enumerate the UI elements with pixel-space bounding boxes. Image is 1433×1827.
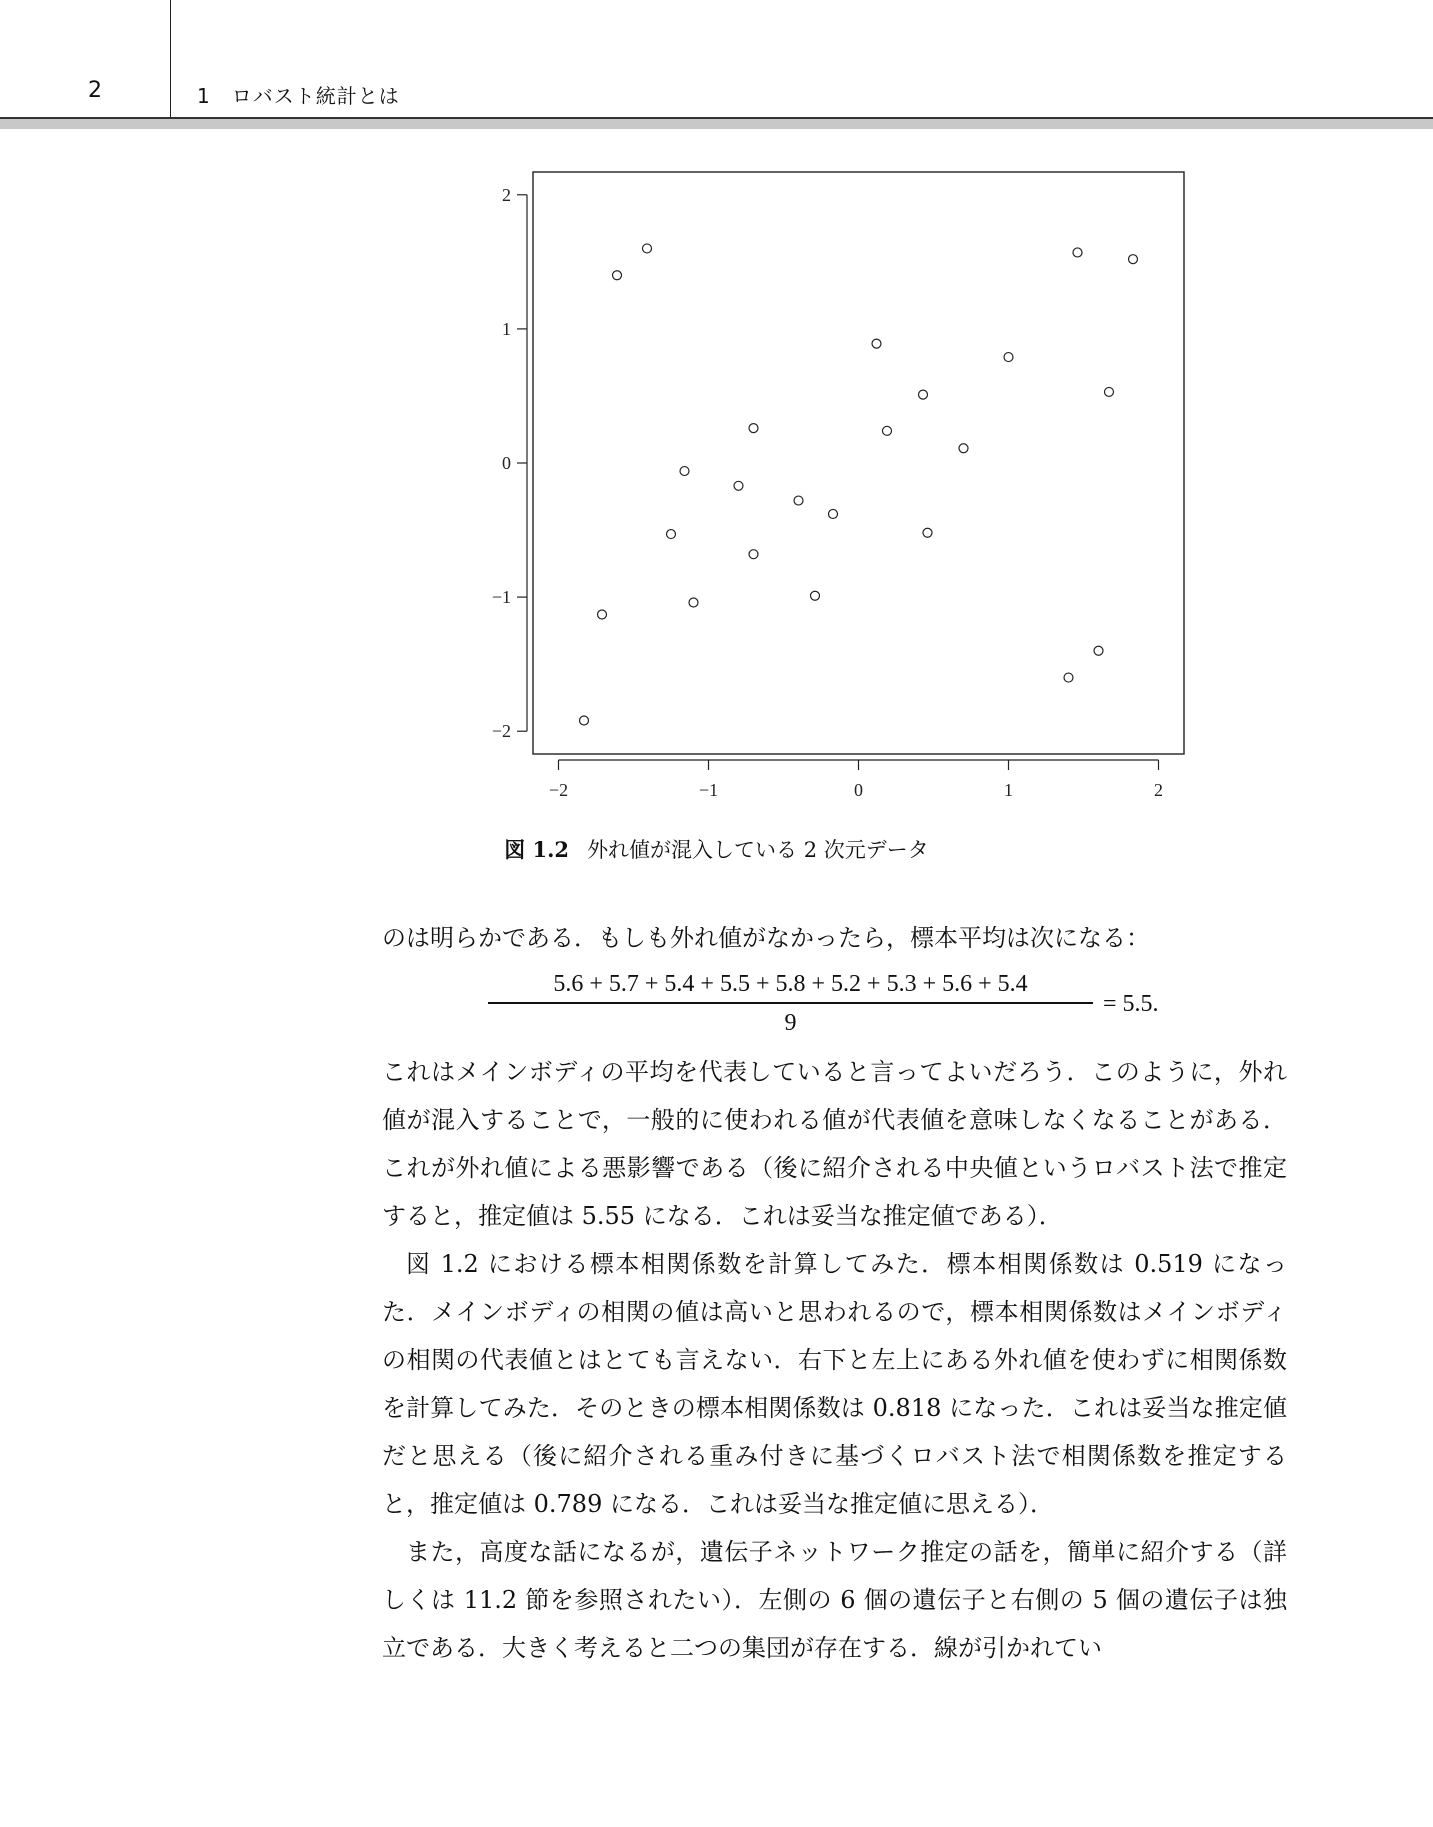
data-point	[613, 271, 622, 280]
data-point	[811, 591, 820, 600]
x-tick-label: −2	[548, 780, 569, 800]
data-point	[667, 530, 676, 539]
data-point	[734, 481, 743, 490]
intro-text: のは明らかである．もしも外れ値がなかったら，標本平均は次になる：	[382, 924, 1150, 952]
y-tick-label: −1	[491, 587, 511, 608]
data-point	[1105, 387, 1114, 396]
data-point	[1004, 353, 1013, 362]
header-divider	[170, 0, 171, 118]
data-point	[643, 244, 652, 253]
data-point	[1073, 248, 1082, 257]
data-point	[794, 496, 803, 505]
main-text	[382, 1048, 1287, 1672]
x-tick-label: 2	[1154, 780, 1163, 800]
figure-label: 図 1.2	[504, 837, 570, 862]
equation-result: = 5.5.	[1103, 991, 1159, 1017]
header-band	[0, 119, 1433, 129]
paragraph-2: 図 1.2 における標本相関係数を計算してみた．標本相関係数は 0.519 になった．メインボディの相関の値は高いと思われるので，標本相関係数はメインボディの相関の代表値とはとても言えない．右下と左上にある外れ値を使わずに相関係数を計算してみた．そのときの標本相関係数は 0.818 になった．これは妥当な推定値だと思える（後に紹介される重み付きに基づくロバスト法で相関係数を推定すると，推定値は 0.789 になる．これは妥当な推定値に思える）．	[382, 1250, 1287, 1518]
data-point	[1129, 255, 1138, 264]
equation-numerator: 5.6 + 5.7 + 5.4 + 5.5 + 5.8 + 5.2 + 5.3 + 5.6 + 5.4	[553, 971, 1028, 997]
data-point	[1094, 646, 1103, 655]
paragraph-1: これはメインボディの平均を代表していると言ってよいだろう．このように，外れ値が混入することで，一般的に使われる値が代表値を意味しなくなることがある．これが外れ値による悪影響である（後に紹介される中央値というロバスト法で推定すると，推定値は 5.55 になる．これは妥当な推定値である）．	[382, 1058, 1287, 1230]
scatter-figure	[460, 160, 1200, 810]
figure-caption	[0, 834, 1433, 864]
y-tick-label: 2	[502, 184, 511, 205]
running-header	[0, 0, 1433, 120]
y-tick-label: −2	[491, 721, 511, 742]
paragraph-3: また，高度な話になるが，遺伝子ネットワーク推定の話を，簡単に紹介する（詳しくは 11.2 節を参照されたい）．左側の 6 個の遺伝子と右側の 5 個の遺伝子は独立である．大きく考えると二つの集団が存在する．線が引かれてい	[382, 1538, 1287, 1662]
data-point	[919, 390, 928, 399]
data-point	[580, 716, 589, 725]
scatter-plot	[460, 160, 1200, 810]
data-point	[959, 444, 968, 453]
equation-fraction	[488, 966, 1093, 1042]
data-point	[923, 528, 932, 537]
page-number: 2	[88, 78, 102, 103]
data-point	[1064, 673, 1073, 682]
data-point	[689, 598, 698, 607]
intro-paragraph	[382, 914, 1287, 962]
equation-denominator: 9	[784, 1010, 797, 1036]
y-tick-label: 0	[502, 453, 511, 473]
plot-frame	[533, 172, 1184, 754]
x-tick-label: −1	[698, 780, 719, 800]
data-point	[749, 424, 758, 433]
data-point	[829, 509, 838, 518]
figure-caption-text: 外れ値が混入している 2 次元データ	[587, 838, 929, 862]
data-point	[598, 610, 607, 619]
x-tick-label: 1	[1004, 780, 1013, 800]
data-point	[749, 550, 758, 559]
x-tick-label: 0	[854, 780, 863, 800]
data-point	[883, 426, 892, 435]
chapter-title: 1 ロバスト統計とは	[197, 84, 400, 108]
data-point	[680, 467, 689, 476]
data-point	[872, 339, 881, 348]
y-tick-label: 1	[502, 318, 511, 339]
